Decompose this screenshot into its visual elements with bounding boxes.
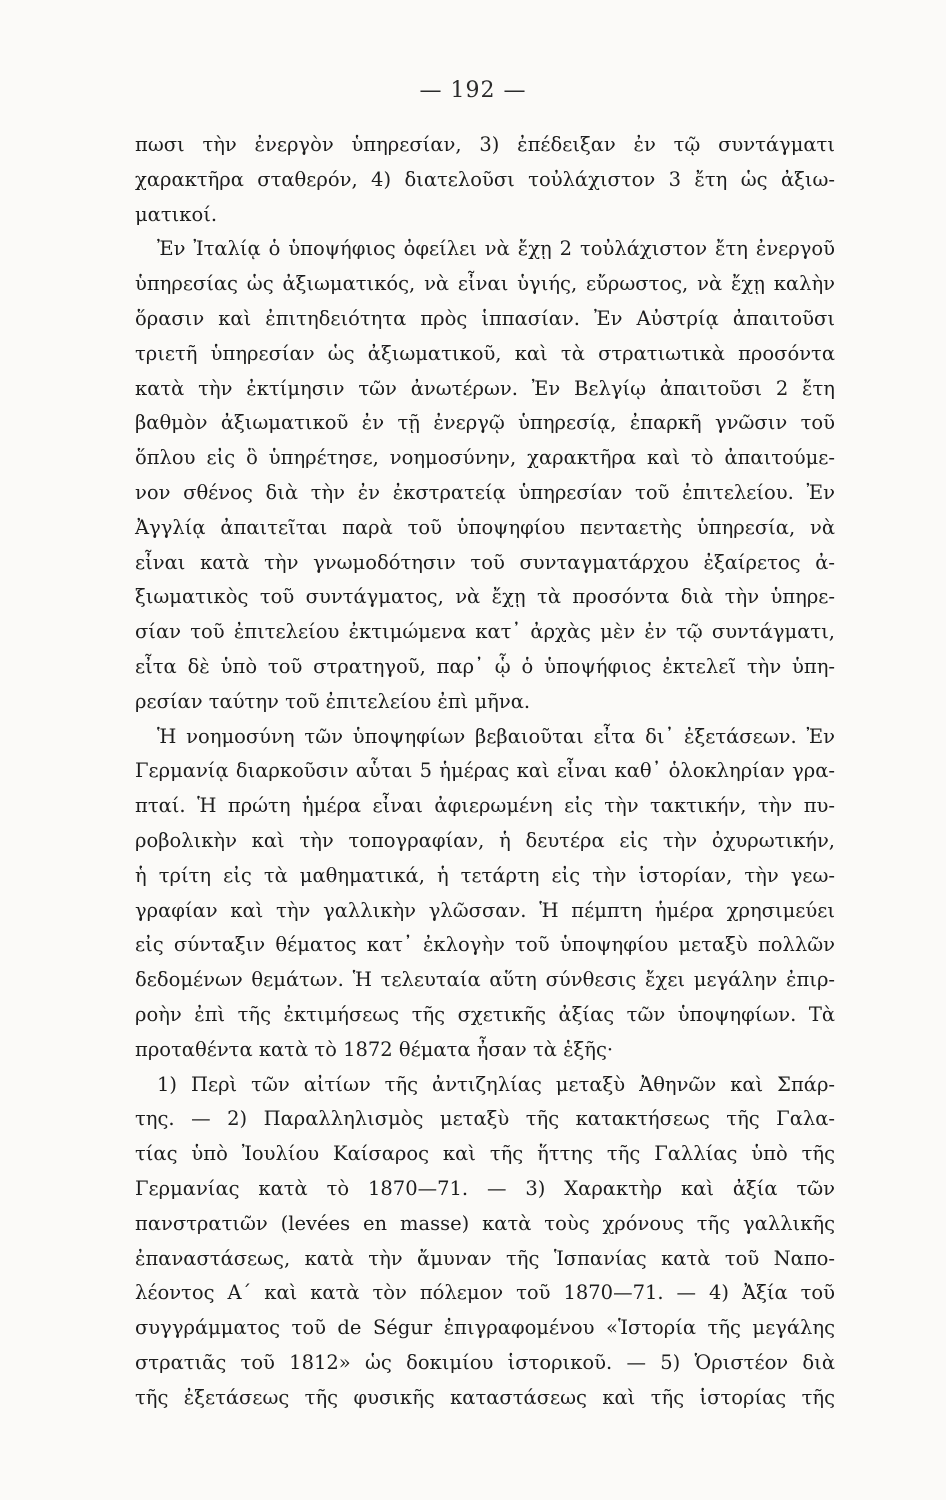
- text-line: βαθμὸν ἀξιωματικοῦ ἐν τῇ ἐνεργῷ ὑπηρεσίᾳ, ἐπαρκῆ γνῶσιν τοῦ: [135, 411, 835, 435]
- text-line: κατὰ τὴν ἐκτίμησιν τῶν ἀνωτέρων. Ἐν Βελγίῳ ἀπαιτοῦσι 2 ἔτη: [135, 376, 835, 400]
- text-line: χαρακτῆρα σταθερόν, 4) διατελοῦσι τοὐλάχιστον 3 ἔτη ὡς ἀξιω-: [135, 167, 835, 191]
- text-line: πανστρατιῶν (levées en masse) κατὰ τοὺς χρόνους τῆς γαλλικῆς: [135, 1211, 835, 1235]
- text-line: ὅπλου εἰς ὃ ὑπηρέτησε, νοημοσύνην, χαρακτῆρα καὶ τὸ ἀπαιτούμε-: [135, 446, 835, 470]
- text-line: προταθέντα κατὰ τὸ 1872 θέματα ἦσαν τὰ ἑξῆς·: [135, 1037, 614, 1061]
- text-line: ρεσίαν ταύτην τοῦ ἐπιτελείου ἐπὶ μῆνα.: [135, 689, 531, 713]
- text-line: τῆς ἐξετάσεως τῆς φυσικῆς καταστάσεως καὶ τῆς ἱστορίας τῆς: [135, 1385, 835, 1409]
- text-line: σίαν τοῦ ἐπιτελείου ἐκτιμώμενα κατ᾽ ἀρχὰς μὲν ἐν τῷ συντάγματι,: [135, 620, 835, 644]
- text-line: ἐπαναστάσεως, κατὰ τὴν ἄμυναν τῆς Ἱσπανίας κατὰ τοῦ Ναπο-: [135, 1246, 835, 1270]
- text-line: Ἡ νοημοσύνη τῶν ὑποψηφίων βεβαιοῦται εἶτα δι᾽ ἐξετάσεων. Ἐν: [157, 724, 835, 748]
- text-line: ροβολικὴν καὶ τὴν τοπογραφίαν, ἡ δευτέρα εἰς τὴν ὀχυρωτικήν,: [135, 828, 835, 852]
- text-line: νον σθένος διὰ τὴν ἐν ἐκστρατείᾳ ὑπηρεσίαν τοῦ ἐπιτελείου. Ἐν: [135, 480, 835, 504]
- text-line: Ἀγγλίᾳ ἀπαιτεῖται παρὰ τοῦ ὑποψηφίου πενταετὴς ὑπηρεσία, νὰ: [135, 515, 835, 539]
- text-line: ροὴν ἐπὶ τῆς ἐκτιμήσεως τῆς σχετικῆς ἀξίας τῶν ὑποψηφίων. Τὰ: [135, 1002, 835, 1026]
- text-line: ματικοί.: [135, 202, 218, 226]
- text-line: Ἐν Ἰταλίᾳ ὁ ὑποψήφιος ὀφείλει νὰ ἔχῃ 2 τοὐλάχιστον ἔτη ἐνεργοῦ: [157, 237, 835, 261]
- text-line: ἡ τρίτη εἰς τὰ μαθηματικά, ἡ τετάρτη εἰς τὴν ἱστορίαν, τὴν γεω-: [135, 863, 835, 887]
- text-line: τίας ὑπὸ Ἰουλίου Καίσαρος καὶ τῆς ἥττης τῆς Γαλλίας ὑπὸ τῆς: [135, 1142, 835, 1166]
- text-line: ὅρασιν καὶ ἐπιτηδειότητα πρὸς ἱππασίαν. Ἐν Αὐστρίᾳ ἀπαιτοῦσι: [135, 306, 835, 330]
- text-line: συγγράμματος τοῦ de Ségur ἐπιγραφομένου «Ἱστορία τῆς μεγάλης: [135, 1316, 835, 1340]
- text-line: τριετῆ ὑπηρεσίαν ὡς ἀξιωματικοῦ, καὶ τὰ στρατιωτικὰ προσόντα: [135, 341, 835, 365]
- text-line: εἶναι κατὰ τὴν γνωμοδότησιν τοῦ συνταγματάρχου ἐξαίρετος ἀ-: [135, 550, 835, 574]
- text-line: 1) Περὶ τῶν αἰτίων τῆς ἀντιζηλίας μεταξὺ Ἀθηνῶν καὶ Σπάρ-: [157, 1072, 835, 1096]
- text-line: Γερμανίας κατὰ τὸ 1870—71. — 3) Χαρακτὴρ καὶ ἀξία τῶν: [135, 1176, 835, 1200]
- text-line: γραφίαν καὶ τὴν γαλλικὴν γλῶσσαν. Ἡ πέμπτη ἡμέρα χρησιμεύει: [135, 898, 835, 922]
- text-line: δεδομένων θεμάτων. Ἡ τελευταία αὕτη σύνθεσις ἔχει μεγάλην ἐπιρ-: [135, 968, 835, 992]
- text-line: πωσι τὴν ἐνεργὸν ὑπηρεσίαν, 3) ἐπέδειξαν ἐν τῷ συντάγματι: [135, 133, 835, 156]
- body-text: [135, 128, 835, 1415]
- text-line: Γερμανίᾳ διαρκοῦσιν αὗται 5 ἡμέρας καὶ εἶναι καθ᾽ ὁλοκληρίαν γρα-: [135, 759, 835, 783]
- text-line: ὑπηρεσίας ὡς ἀξιωματικός, νὰ εἶναι ὑγιής, εὔρωστος, νὰ ἔχῃ καλὴν: [135, 272, 835, 296]
- text-line: της. — 2) Παραλληλισμὸς μεταξὺ τῆς κατακτήσεως τῆς Γαλα-: [135, 1107, 835, 1131]
- text-line: ξιωματικὸς τοῦ συντάγματος, νὰ ἔχῃ τὰ προσόντα διὰ τὴν ὑπηρε-: [135, 585, 835, 609]
- text-line: εἶτα δὲ ὑπὸ τοῦ στρατηγοῦ, παρ᾽ ᾧ ὁ ὑποψήφιος ἐκτελεῖ τὴν ὑπη-: [135, 654, 835, 678]
- text-line: λέοντος Α´ καὶ κατὰ τὸν πόλεμον τοῦ 1870—71. — 4) Ἀξία τοῦ: [135, 1281, 835, 1305]
- text-line: στρατιᾶς τοῦ 1812» ὡς δοκιμίου ἱστορικοῦ. — 5) Ὁριστέον διὰ: [135, 1350, 835, 1374]
- text-line: πταί. Ἡ πρώτη ἡμέρα εἶναι ἀφιερωμένη εἰς τὴν τακτικήν, τὴν πυ-: [135, 794, 835, 818]
- text-line: εἰς σύνταξιν θέματος κατ᾽ ἐκλογὴν τοῦ ὑποψηφίου μεταξὺ πολλῶν: [135, 933, 835, 957]
- page-number: — 192 —: [419, 78, 527, 103]
